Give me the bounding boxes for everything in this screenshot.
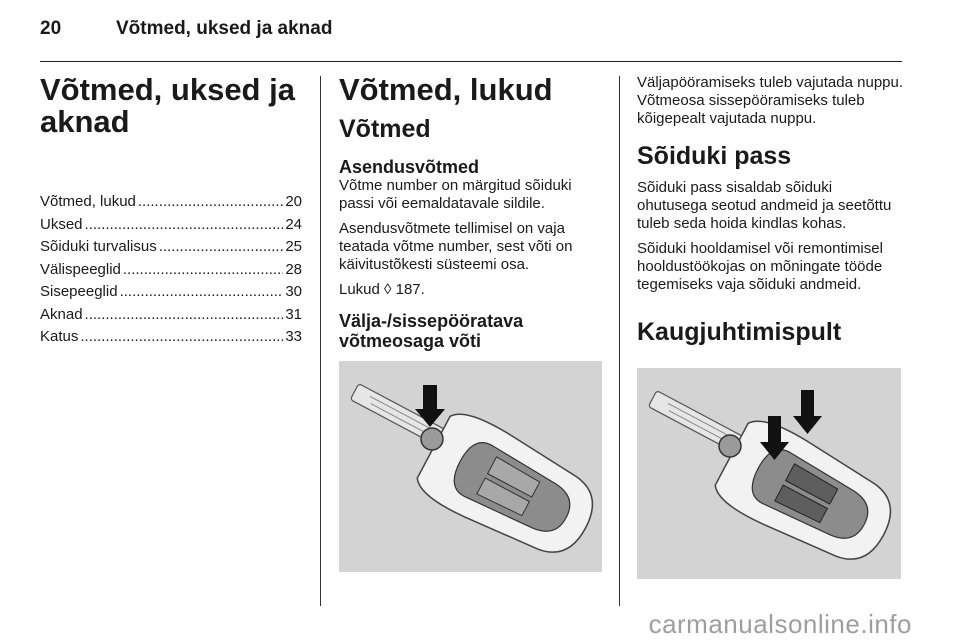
foldable-key-illustration [339,361,602,572]
toc-entry[interactable] [40,236,302,259]
toc-label: Uksed [40,215,83,233]
key-drawing [339,361,602,572]
paragraph: Asendusvõtmete tellimisel on vaja teatada võtme number, sest võti on käivitustõkesti süsteemi osa. [339,220,573,273]
info-column [637,74,903,362]
heading-replacement-keys: Asendusvõtmed [339,157,480,177]
toc-label: Võtmed, lukud [40,193,136,210]
toc-page: 20 [285,193,302,210]
heading-foldable-key: Välja-/sissepööratava võtmeosaga võti [339,311,524,351]
toc-page: 33 [285,328,302,345]
toc-leader [120,281,284,304]
toc-entry[interactable] [40,259,302,282]
heading-remote-control: Kaugjuhtimispult [637,318,842,346]
toc-page: 30 [285,283,302,300]
remote-control-illustration [637,368,901,579]
watermark: carmanualsonline.info [648,609,912,639]
page-number: 20 [40,18,62,39]
subsection-title: Võtmed [339,115,431,143]
toc-entry[interactable] [40,191,302,214]
section-title: Võtmed, lukud [339,72,553,107]
toc-leader [159,236,284,259]
cross-reference[interactable]: Lukud ◊ 187. [339,281,425,298]
heading-vehicle-passport: Sõiduki pass [637,142,792,170]
chapter-title: Võtmed, uksed ja aknad [40,72,295,139]
paragraph: Sõiduki pass sisaldab sõiduki ohutusega seotud andmeid ja seetõttu tuleb seda hoida kindlas kohas. [637,179,892,232]
header-rule [40,61,902,62]
toc-entry[interactable] [40,326,302,349]
paragraph: Sõiduki hooldamisel või remontimisel hooldustöökojas on mõningate tööde tegemiseks vaja sõiduki andmeid. [637,240,883,293]
keys-column [339,74,601,361]
paragraph: Võtme number on märgitud sõiduki passi või eemaldatavale sildile. [339,177,572,212]
column-divider [619,76,620,606]
toc-leader [80,326,283,349]
toc-label: Välispeeglid [40,260,121,278]
toc-page: 24 [285,215,302,233]
running-title: Võtmed, uksed ja aknad [116,18,333,39]
toc-leader [85,304,284,327]
toc-entry[interactable] [40,304,302,327]
toc-leader [123,259,283,282]
toc-leader [85,214,284,237]
toc-label: Aknad [40,305,83,323]
toc-entry[interactable] [40,281,302,304]
toc-label: Sõiduki turvalisus [40,238,157,255]
toc-page: 31 [285,305,302,323]
toc-page: 25 [285,238,302,255]
column-divider [320,76,321,606]
toc-leader [138,191,283,214]
table-of-contents [40,191,302,349]
paragraph: Väljapööramiseks tuleb vajutada nuppu. Võtmeosa sissepööramiseks tuleb kõigepealt vajutada nuppu. [637,74,904,127]
toc-page: 28 [285,260,302,278]
remote-drawing [637,368,901,579]
toc-label: Katus [40,328,79,345]
toc-entry[interactable] [40,214,302,237]
toc-label: Sisepeeglid [40,283,118,300]
chapter-column [40,74,302,349]
